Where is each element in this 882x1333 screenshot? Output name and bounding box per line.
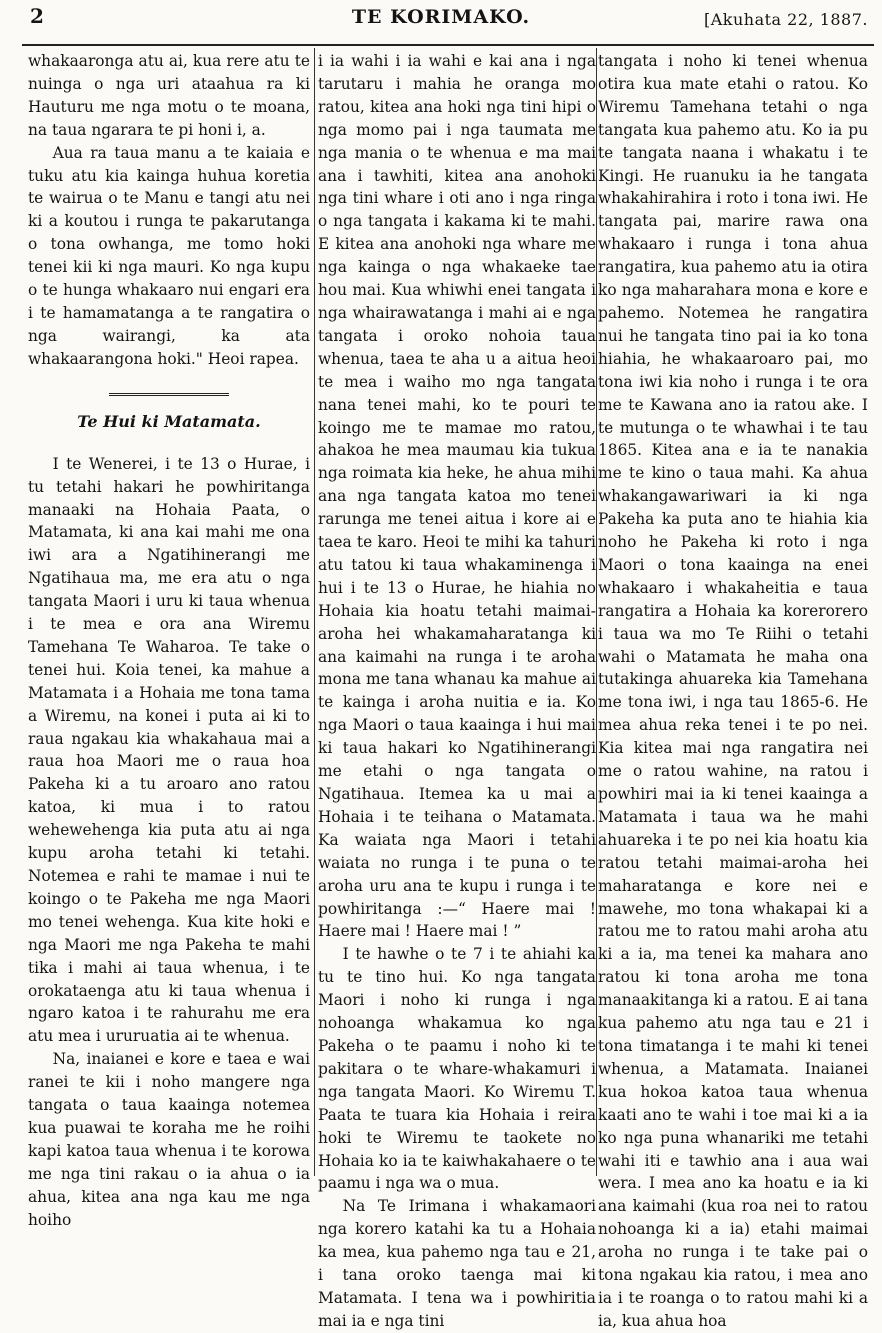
paragraph-text: Notemea e rahi te mamae i nui te koingo o te Pakeha me nga Maori mo tenei wehenga. <box>28 867 310 931</box>
newspaper-title: TE KORIMAKO. <box>351 6 531 28</box>
paragraph-text: Ka waiata nga Maori i tetahi waiata no runga i te puna o te aroha uru ana te kupu i runga i te powhiritanga :—“ Haere mai ! Haere mai ! Haere mai ! ” <box>318 830 596 941</box>
issue-date: [Akuhata 22, 1887. <box>703 10 868 29</box>
paragraph-text: Na Te Irimana i whakamaori nga korero katahi ka tu a Hohaia ka mea, kua pahemo nga tau e 21, i tana oroko taenga mai ki Matamata. <box>318 1197 596 1307</box>
section-separator <box>109 393 229 398</box>
paragraph-text: Kitea ana e ia te nanakia me te kino o taua mahi. <box>598 441 868 483</box>
page-header <box>0 0 882 46</box>
paragraph-text: I mea ano ka hoatu e ia ki ana kaimahi (kua roa nei to ratou nohoanga ki a ia) etahi maimai aroha no runga i te take pai o tona ngakau kia ratou, i mea ano ia i te roanga o to ratou mahi ki a ia, kua ahua hoa <box>598 1174 868 1330</box>
paragraph-text: I tena wa i powhiritia mai ia e nga tini <box>318 1288 596 1330</box>
paragraph-text: He mea ahua reka tenei i te po nei. Kia kitea mai nga rangatira nei me o ratou wahine, na ratou i powhiri mai ia ki tenei kaainga a Matamata i taua wa he mahi ahuareka i te po nei kia hoatu kia ratou tetahi maimai-aroha hei maharatanga e kore nei e mawehe, mo tona whakapai ki a ratou me to ratou mahi aroha atu ki a ia, ma tenei ka mahara ano ratou ki tona aroha me tona manaakitanga ki a ratou. E ai tana kua pahemo atu nga tau e 21 i tona timatanga i te mahi ki tenei whenua, a Matamata. <box>598 693 868 1078</box>
paragraph: Na, inaianei e kore e taea e wai ranei te kii i noho mangere nga tangata o taua kaainga notemea kua puawai te koraha me he roihi kapi katoa taua whenua i te korowa me nga tini rakau o ia ahua o ia ahua, kitea ana nga kau me nga hoiho <box>28 1050 310 1229</box>
paragraph-text: tangata i noho ki tenei whenua otira kua mate etahi o ratou. Ko Wiremu Tamehana tetahi o nga tangata kua pahemo atu. Ko ia pu te tangata naana i whakatu i te Kingi. <box>598 52 868 185</box>
paragraph-text: He tangata pai, marire rawa ona whakaaro i runga i tona ahua rangatira, kua pahemo atu ia otira ko nga maharahara mona e kore e pahemo. <box>598 189 868 322</box>
paragraph-text: E kitea ana anohoki nga whare me nga kainga o nga whakaeke tae hou mai. Kua whiwhi enei tangata i nga whairawatanga i mahi ai e nga tangata i oroko nohoia taua whenua, taea te aha u a aitua heoi te mea i waiho mo nga tangata nana tenei mahi, ko te pouri te koingo me te mamae mo ratou, ahakoa he mea maumau kia tukua nga roimata kia heke, he ahua mihi ana nga tangata katoa mo tenei rarunga me tenei aitua i kore ai e taea te karo. <box>318 235 596 552</box>
paragraph-text: I te Wenerei, i te 13 o Hurae, i tu tetahi hakari he powhiritanga manaaki na Hohaia Paata, o Matamata, ki ana kai mahi me ona iwi ara a Ngatihinerangi me Ngatihaua ma, me era atu o nga tangata Maori i uru ki taua whenua i te mea e ora ana Wiremu Tamehana Te Waharoa. Te take o tenei hui. <box>28 454 310 679</box>
paragraph <box>598 50 868 1333</box>
paragraph-text: Ka ahua whakangawariwari ia ki nga Pakeha ka puta ano te hiahia kia noho he Pakeha ki roto i nga Maori o tona kaainga na enei whakaaro i whakaheitia e taua rangatira a Hohaia ka korerorero i taua wa mo Te Riihi o tetahi wahi o Matamata he maha ona tutakinga ahuareka kia Tamehana me tona iwi, i nga tau 1865-6. <box>598 464 868 712</box>
column-divider <box>314 48 315 1176</box>
paragraph-text: Ko Wiremu T. Paata te tuara kia Hohaia i reira hoki te Wiremu te taokete no Hohaia ko ia te kaiwhakahaere o te paamu i nga wa o mua. <box>318 1082 596 1193</box>
paragraph-text: I te hawhe o te 7 i te ahiahi ka tu te tino hui. <box>318 945 596 987</box>
paragraph-text: Ko nga kupu o te hunga whakaaro nui engari era i te hamamatanga a te rangatira o nga wairangi, ka ata whakaarangona hoki." Heoi rapea. <box>28 258 310 368</box>
paragraph <box>28 453 310 1049</box>
header-rule <box>22 44 874 46</box>
paragraph-text: I te mutunga o te whawhai i te tau 1865. <box>598 395 868 460</box>
column-1 <box>28 50 310 1229</box>
paragraph-text: i ia wahi i ia wahi e kai ana i nga tarutaru i mahia he oranga mo ratou, kitea ana hoki nga tini hipi o nga momo pai i nga taumata me nga mania o te whenua e ma mai ana i tawhiti, kitea ana anohoki nga tini whare i oti ano i nga ringa o nga tangata i kakama ki te mahi. <box>318 52 596 231</box>
paragraph-text: Ko nga tangata Maori i noho ki runga i nga nohoanga whakamua ko nga Pakeha o te paamu i noho ki te pakitara o te whare-whakamuri i nga tangata Maori. <box>318 968 596 1101</box>
paragraph-text: Heoi te mihi ka tahuri atu tatou ki taua whakaminenga i hui i te 13 o Hurae, he hiahia no Hohaia kia hoatu tetahi maimai-aroha hei whakamaharatanga ki ana kaimahi na runga i te aroha mona me tana whanau ka mahue ai te kainga i aroha nuitia e ia. <box>318 533 596 712</box>
paragraph-text: Itemea ka u mai a Hohaia i te teihana o Matamata. <box>318 785 596 826</box>
column-2 <box>318 50 596 1330</box>
paragraph-text: Kua kite hoki e nga Maori me nga Pakeha te mahi tika i mahi ai taua whenua, i te orokataenga atu ki taua whenua i ngaro katoa i te rahurahu me era atu mea i ururuatia ai te whenua. <box>28 912 310 1046</box>
paragraph <box>318 943 596 1195</box>
paragraph-text: He ruanuku ia he tangata whakahirahira i roto i tona iwi. <box>598 166 868 208</box>
paragraph-text: Aua ra taua manu a te kaiaia e tuku atu kia kainga huhua koretia te wairua o te Manu e tangi atu nei ki a koutou i runga te pakarutanga o tona owhanga, me tomo hoki tenei kii ki nga mauri. <box>28 143 310 277</box>
paragraph-text: Notemea he rangatira nui he tangata tino pai ia ko tona hiahia, he whakaaroaro pai, mo tona iwi kia noho i runga i te ora me te Kawana ano ia ratou ake. <box>598 303 868 414</box>
column-3 <box>598 50 868 1330</box>
column-divider <box>596 48 597 1176</box>
paragraph-text: Ko nga Maori o taua kaainga i hui mai ki taua hakari ko Ngatihinerangi me etahi o nga tangata o Ngatihaua. <box>318 693 596 803</box>
section-title: Te Hui ki Matamata. <box>77 411 261 431</box>
page-number: 2 <box>30 4 44 28</box>
paragraph-text: Inaianei kua hokoa katoa taua whenua kaati ano te wahi i toe mai ki a ia ko nga puna whanariki me tetahi wahi iti e tawhio ana i aua wai wera. <box>598 1059 868 1193</box>
paragraph-text: Koia tenei, ka mahue a Matamata i a Hohaia me tona tama a Wiremu, na konei i puta ai ki to raua ngakau kia whakahaua mai a raua hoa Maori me o raua hoa Pakeha ki a tu aroaro ano ratou katoa, ki mua i to ratou wehewehenga kia puta atu ai nga kupu aroha tetahi ki tetahi. <box>28 660 310 863</box>
paragraph <box>28 142 310 371</box>
paragraph <box>318 50 596 943</box>
paragraph <box>318 1195 596 1332</box>
paragraph: whakaaronga atu ai, kua rere atu te nuinga o nga uri ataahua ra ki Hauturu me nga motu o te moana, na taua ngarara te pi honi i, a. <box>28 52 310 139</box>
